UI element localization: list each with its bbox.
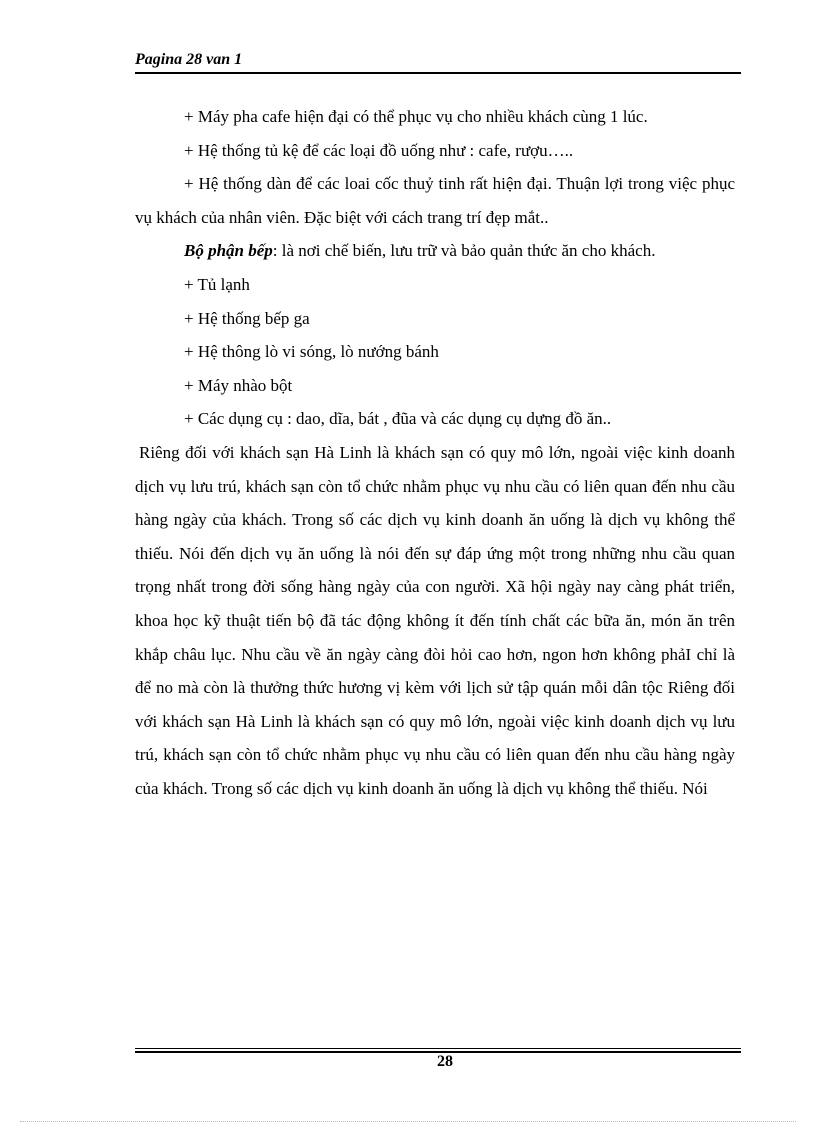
list-item: + Tủ lạnh: [184, 274, 250, 294]
paragraph-ha-linh: Riêng đối với khách sạn Hà Linh là khách sạn có quy mô lớn, ngoài việc kinh doanh dịch vụ lưu trú, khách sạn còn tổ chức nhằm phục vụ nhu cầu có liên quan đến nhu cầu hàng ngày của khách. Trong số các dịch vụ kinh doanh ăn uống là dịch vụ không thể thiếu. Nói đến dịch vụ ăn uống là nói đến sự đáp ứng một trong những nhu cầu quan trọng nhất trong đời sống hàng ngày của con người. Xã hội ngày nay càng phát triển, khoa học kỹ thuật tiến bộ đã tác động không ít đến tính chất các bữa ăn, món ăn trên khắp châu lục. Nhu cầu về ăn ngày càng đòi hỏi cao hơn, ngon hơn không phảI chỉ là để no mà còn là thưởng thức hương vị kèm với lịch sử tập quán mỗi dân tộc Riêng đối với khách sạn Hà Linh là khách sạn có quy mô lớn, ngoài việc kinh doanh dịch vụ lưu trú, khách sạn còn tổ chức nhằm phục vụ nhu cầu có liên quan đến nhu cầu hàng ngày của khách. Trong số các dịch vụ kinh doanh ăn uống là dịch vụ không thể thiếu. Nói: [135, 442, 735, 798]
page-header: Pagina 28 van 1: [135, 51, 243, 68]
list-item: + Hệ thông lò vi sóng, lò nướng bánh: [184, 342, 439, 362]
page-edge-divider: [20, 1121, 796, 1122]
list-item: + Các dụng cụ : dao, dĩa, bát , đũa và các dụng cụ dựng đồ ăn..: [184, 409, 612, 429]
header-rule: [135, 72, 741, 74]
paragraph-shelves: + Hệ thống tủ kệ để các loại đồ uống như : cafe, rượu…..: [184, 140, 574, 160]
list-item: + Hệ thống bếp ga: [184, 308, 310, 328]
paragraph-coffee-machine: + Máy pha cafe hiện đại có thể phục vụ cho nhiều khách cùng 1 lúc.: [184, 107, 648, 126]
kitchen-term: Bộ phận bếp: [184, 241, 273, 261]
paragraph-glass-racks: + Hệ thống dàn để các loai cốc thuỷ tinh rất hiện đại. Thuận lợi trong việc phục vụ khách của nhân viên. Đặc biệt với cách trang trí đẹp mắt..: [135, 174, 735, 227]
footer-rule: [135, 1048, 741, 1049]
list-item: + Máy nhào bột: [184, 375, 293, 395]
page-number: 28: [437, 1053, 453, 1070]
paragraph-kitchen: [135, 234, 735, 268]
kitchen-description: : là nơi chế biến, lưu trữ và bảo quản thức ăn cho khách.: [272, 241, 656, 261]
body-text: [135, 100, 735, 805]
